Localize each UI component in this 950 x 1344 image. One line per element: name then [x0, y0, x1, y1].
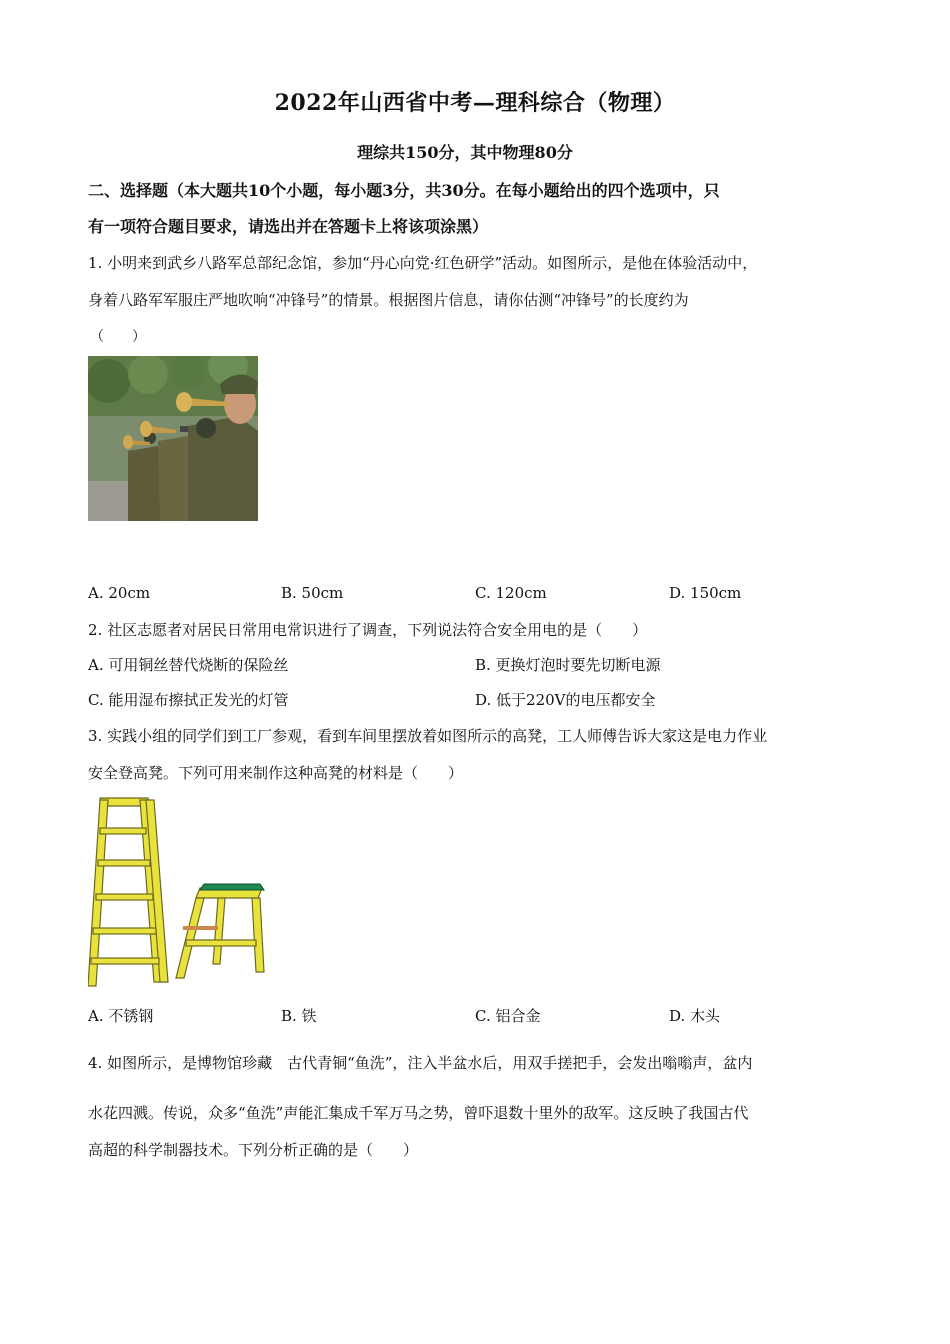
question-1-line-2: 身着八路军军服庄严地吹响“冲锋号”的情景。根据图片信息，请你估测“冲锋号”的长度约为 [88, 291, 689, 309]
question-2-line-1: 2. 社区志愿者对居民日常用电常识进行了调查，下列说法符合安全用电的是（ ） [88, 621, 648, 639]
q3-option-d: D. 木头 [669, 1007, 721, 1025]
question-3-line-1: 3. 实践小组的同学们到工厂参观，看到车间里摆放着如图所示的高凳，工人师傅告诉大家这是电力作业 [88, 727, 768, 745]
q1-option-a: A. 20cm [88, 584, 151, 602]
question-4-line-1: 4. 如图所示，是博物馆珍藏 古代青铜“鱼洗”，注入半盆水后，用双手搓把手，会发出嗡嗡声，盆内 [88, 1054, 753, 1072]
q2-option-b: B. 更换灯泡时要先切断电源 [475, 656, 661, 674]
question-4-line-3: 高超的科学制器技术。下列分析正确的是（ ） [88, 1141, 419, 1159]
question-3-line-2: 安全登高凳。下列可用来制作这种高凳的材料是（ ） [88, 764, 464, 782]
section-heading-line-1: 二、选择题（本大题共10个小题，每小题3分，共30分。在每小题给出的四个选项中，只 [88, 181, 720, 200]
q3-option-a: A. 不锈钢 [88, 1007, 154, 1025]
section-heading-line-2: 有一项符合题目要求，请选出并在答题卡上将该项涂黑） [88, 217, 489, 236]
question-4-line-2: 水花四溅。传说，众多“鱼洗”声能汇集成千军万马之势，曾吓退数十里外的敌军。这反映了我国古代 [88, 1104, 749, 1122]
q3-option-b: B. 铁 [281, 1007, 317, 1025]
q3-option-c: C. 铝合金 [475, 1007, 541, 1025]
page-subtitle: 理综共150分，其中物理80分 [357, 143, 573, 162]
q2-option-d: D. 低于220V的电压都安全 [475, 691, 656, 709]
q2-option-a: A. 可用铜丝替代烧断的保险丝 [88, 656, 289, 674]
q1-option-c: C. 120cm [475, 584, 547, 602]
q1-option-d: D. 150cm [669, 584, 742, 602]
question-1-line-1: 1. 小明来到武乡八路军总部纪念馆，参加“丹心向党·红色研学”活动。如图所示，是他在体验活动中， [88, 254, 758, 272]
bugle-soldiers-photo [88, 356, 258, 521]
q2-option-c: C. 能用湿布擦拭正发光的灯管 [88, 691, 289, 709]
q1-option-b: B. 50cm [281, 584, 344, 602]
insulated-stools-illustration [88, 790, 266, 988]
page-title: 2022年山西省中考—理科综合（物理） [274, 90, 676, 116]
question-1-answer-bracket: （ ） [90, 329, 146, 345]
